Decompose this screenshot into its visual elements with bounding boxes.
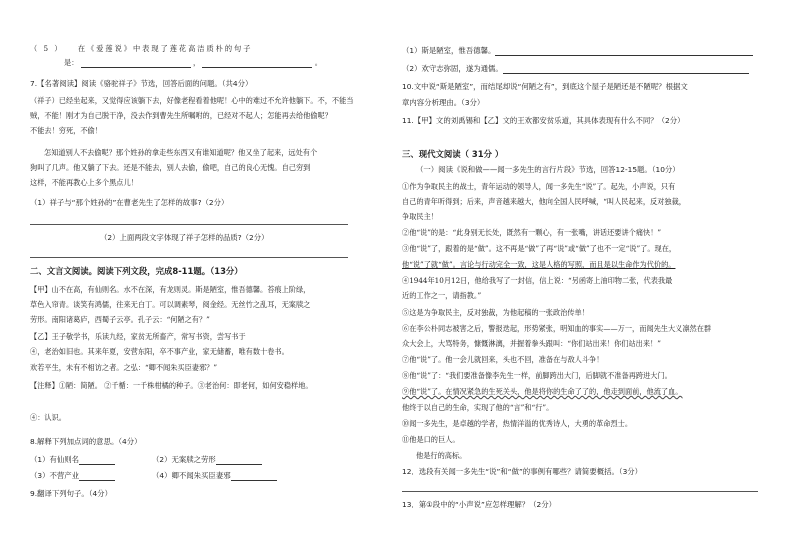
yi-text-line: ④，老治如旧也。其来年夏，安营东阳，卒不事产业，家无储蓄，唯有数十卷书。 bbox=[30, 347, 289, 356]
q5-end: 。 bbox=[314, 58, 322, 67]
sub-section-heading: （一）阅读《说和做——闻一多先生的言行片段》节选，回答12-15题。（10分） bbox=[416, 165, 680, 174]
q8-row-2b bbox=[152, 471, 277, 481]
passage-line: ⑥在李公朴同志被害之后，警报迭起，形势紧张，明知血的事实——万一，而闻先生大义凛然在群 bbox=[402, 324, 712, 333]
section-3-heading: 三、现代文阅读（ 31分 ） bbox=[402, 149, 504, 159]
passage-line: ④1944年10月12日，他给我写了一封信，信上说：“另函寄上油印物二张，代表我最 bbox=[402, 276, 673, 285]
annotation-line: 【注释】①陋：简陋。 ②千楯：一千株柑橘的种子。③老治何：即老何，如何安稳样地。 bbox=[30, 381, 313, 390]
q5-blank-2[interactable] bbox=[202, 59, 312, 68]
r1-text: （1）斯是陋室，惟吾德馨。 bbox=[402, 46, 496, 55]
yi-text-line: 【乙】王子敬学书，乐读九经，家贫无所畜产，常写书资，尝写书于 bbox=[30, 332, 246, 341]
q8a-label: （1）有仙则名 bbox=[30, 455, 80, 464]
q7-1-answer-line[interactable] bbox=[30, 224, 348, 225]
passage-line: 众大会上，大骂特务，慷慨淋漓，并握着拳头跟叫：“你们站出来！你们站出来！” bbox=[402, 339, 661, 348]
yi-text-line: 欢若平生，未有不相访之者。之弘：“卿不闻朱买臣妻邪？” bbox=[30, 363, 218, 372]
q8c-label: （3）不营产业 bbox=[30, 471, 80, 480]
excerpt-line: 怎知道别人不去偷呢？那个姓孙的拿走些东西又有谁知道呢？他又坐了起来，远处有个 bbox=[44, 148, 318, 157]
passage-line: 争取民主！ bbox=[402, 212, 438, 221]
passage-line: ⑪他是口的巨人。 bbox=[402, 435, 460, 444]
jia-text-line: 【甲】山不在高，有仙则名。水不在深，有龙则灵。斯是陋室，惟吾德馨。苔痕上阶绿， bbox=[30, 285, 311, 294]
passage-line: ⑩闻一多先生，是卓越的学者，热情洋溢的优秀诗人，大勇的革命烈士。 bbox=[402, 419, 633, 428]
q5-blank-1[interactable] bbox=[81, 59, 191, 68]
annotation-line: ④：认识。 bbox=[30, 413, 66, 422]
right-column bbox=[402, 0, 762, 560]
passage-line: 他是行的高标。 bbox=[416, 451, 467, 460]
jia-text-line: 劳形。南阳诸葛庐，西蜀子云亭。孔子云：“何陋之有？” bbox=[30, 315, 210, 324]
excerpt-line: 不能去！穷死，不偷！ bbox=[30, 126, 102, 135]
q8a-blank[interactable] bbox=[79, 456, 115, 465]
r1-blank[interactable] bbox=[495, 47, 753, 56]
left-column bbox=[30, 0, 390, 560]
jia-text-line: 草色入帘青。谈笑有鸿儒，往来无白丁。可以调素琴，阅金经。无丝竹之乱耳，无案牍之 bbox=[30, 300, 311, 309]
q7-heading: 7.【名著阅读】阅读《骆驼祥子》节选，回答后面的问题。（共4分） bbox=[30, 79, 253, 88]
passage-line: ②他“说”的是：“此身别无长处，既然有一颗心，有一张嘴，讲话还要讲个痛快！” bbox=[402, 228, 662, 237]
passage-line: ⑤这是为争取民主，反对独裁，为他起稿的一张政治传单！ bbox=[402, 308, 589, 317]
q9-heading: 9.翻译下列句子。（4分） bbox=[30, 489, 112, 498]
q13-text: 13．第①段中的“小声说”应怎样理解？（2分） bbox=[402, 500, 557, 509]
passage-line: ③他“说”了，跟着的是“做”。这不再是“做”了再“说”或“做”了也不一定“说”了。现在， bbox=[402, 244, 677, 253]
excerpt-line: 这样，不能再教心上多个黑点儿！ bbox=[30, 178, 138, 187]
r2-text: （2）欢守志弥固，遂为通儒。 bbox=[402, 64, 503, 73]
passage-line: ①作为争取民主的战士，青年运动的领导人，闻一多先生“说”了。起先，小声说，只有 bbox=[402, 182, 676, 191]
passage-line: 近的工作之一，请指教。” bbox=[402, 291, 482, 300]
excerpt-line: （祥子）已经坐起来，又觉得应该躺下去，好像老程看着他呢！心中的难过不允许他躺下。不，不能当 bbox=[30, 96, 354, 105]
r2-line bbox=[402, 64, 749, 74]
q8d-blank[interactable] bbox=[231, 472, 277, 481]
passage-line: ⑦他“说”了。他一会儿就回来，头也不回，准备在与敌人斗争！ bbox=[402, 355, 604, 364]
q5-sep: ， bbox=[192, 58, 201, 67]
q5-text: 在《爱莲说》中表现了莲花高洁质朴的句子 bbox=[77, 44, 253, 53]
passage-line: 自己的青年听得到；后来，声音越来越大，他向全国人民呼喊，“叫人民起来，反对独裁， bbox=[402, 197, 686, 206]
passage-line: ⑧他“说”了：“我们要准备像李先生一样，前脚跨出大门，后脚就不准备再跨进大门。 bbox=[402, 371, 672, 380]
q5-prefix: 是： bbox=[64, 58, 79, 67]
q8b-blank[interactable] bbox=[216, 456, 262, 465]
section-2-heading: 二、文言文阅读。阅读下列文段，完成8-11题。（13分） bbox=[30, 266, 243, 276]
r2-blank[interactable] bbox=[503, 65, 749, 74]
q7-2-answer-line[interactable] bbox=[30, 257, 348, 258]
excerpt-line: 狗叫了几声。他又躺了下去。还是不能去，别人去偷，偷吧，自己的良心无愧。自己穷到 bbox=[30, 163, 311, 172]
q8-row-2 bbox=[30, 471, 115, 481]
q10-text: 章内容分析理由。（3分） bbox=[402, 98, 485, 107]
passage-line-wavy: ⑨他“说”了。在情况紧急的生死关头，他是将你的生命了了的，他走到面前，他流了血。 bbox=[402, 387, 683, 396]
q8-heading: 8.解释下列加点词的意思。（4分） bbox=[30, 437, 142, 446]
passage-line: 他终于以自己的生命，实现了他的“言”和“行”。 bbox=[402, 403, 554, 412]
q11-text: 11.【甲】文的刘禹锡和【乙】文的王欢都安贫乐道，其具体表现有什么不同？（2分） bbox=[402, 116, 685, 125]
q5-answer-line bbox=[64, 58, 322, 68]
r1-line bbox=[402, 46, 753, 56]
q12-text: 12．选段有关闻一多先生“说”和“做”的事例有哪些？请简要概括。（3分） bbox=[402, 467, 643, 476]
q8-row-1 bbox=[30, 455, 115, 465]
passage-line-underlined: 他“说”了就“做”。言论与行动完全一致，这是人格的写照，而且是以生命作为代价的。 bbox=[402, 260, 676, 269]
q5-line bbox=[30, 44, 252, 54]
excerpt-line: 贼，不能！刚才为自己脱干净，没去作到曹先生所嘱咐的，已经对不起人；怎能再去给他偷呢？ bbox=[30, 111, 332, 120]
q7-1-question: （1）祥子与“那个姓孙的”在曹老先生了怎样的故事?（2分） bbox=[30, 198, 229, 207]
q8b-label: （2）无案牍之劳形 bbox=[152, 455, 216, 464]
q10-text: 10.文中说“斯是陋室”，而结尾却说“何陋之有”，到底这个屋子是陋还是不陋呢？根据文 bbox=[402, 82, 688, 91]
q7-2-question: （2）上面两段文字体现了祥子怎样的品质?（2分） bbox=[100, 233, 269, 242]
q8d-label: （4）卿不闻朱买臣妻邪 bbox=[152, 471, 231, 480]
q12-answer-line[interactable] bbox=[402, 491, 758, 492]
q5-number: （ 5 ） bbox=[30, 44, 64, 53]
q8-row-1b bbox=[152, 455, 262, 465]
q8c-blank[interactable] bbox=[79, 472, 115, 481]
